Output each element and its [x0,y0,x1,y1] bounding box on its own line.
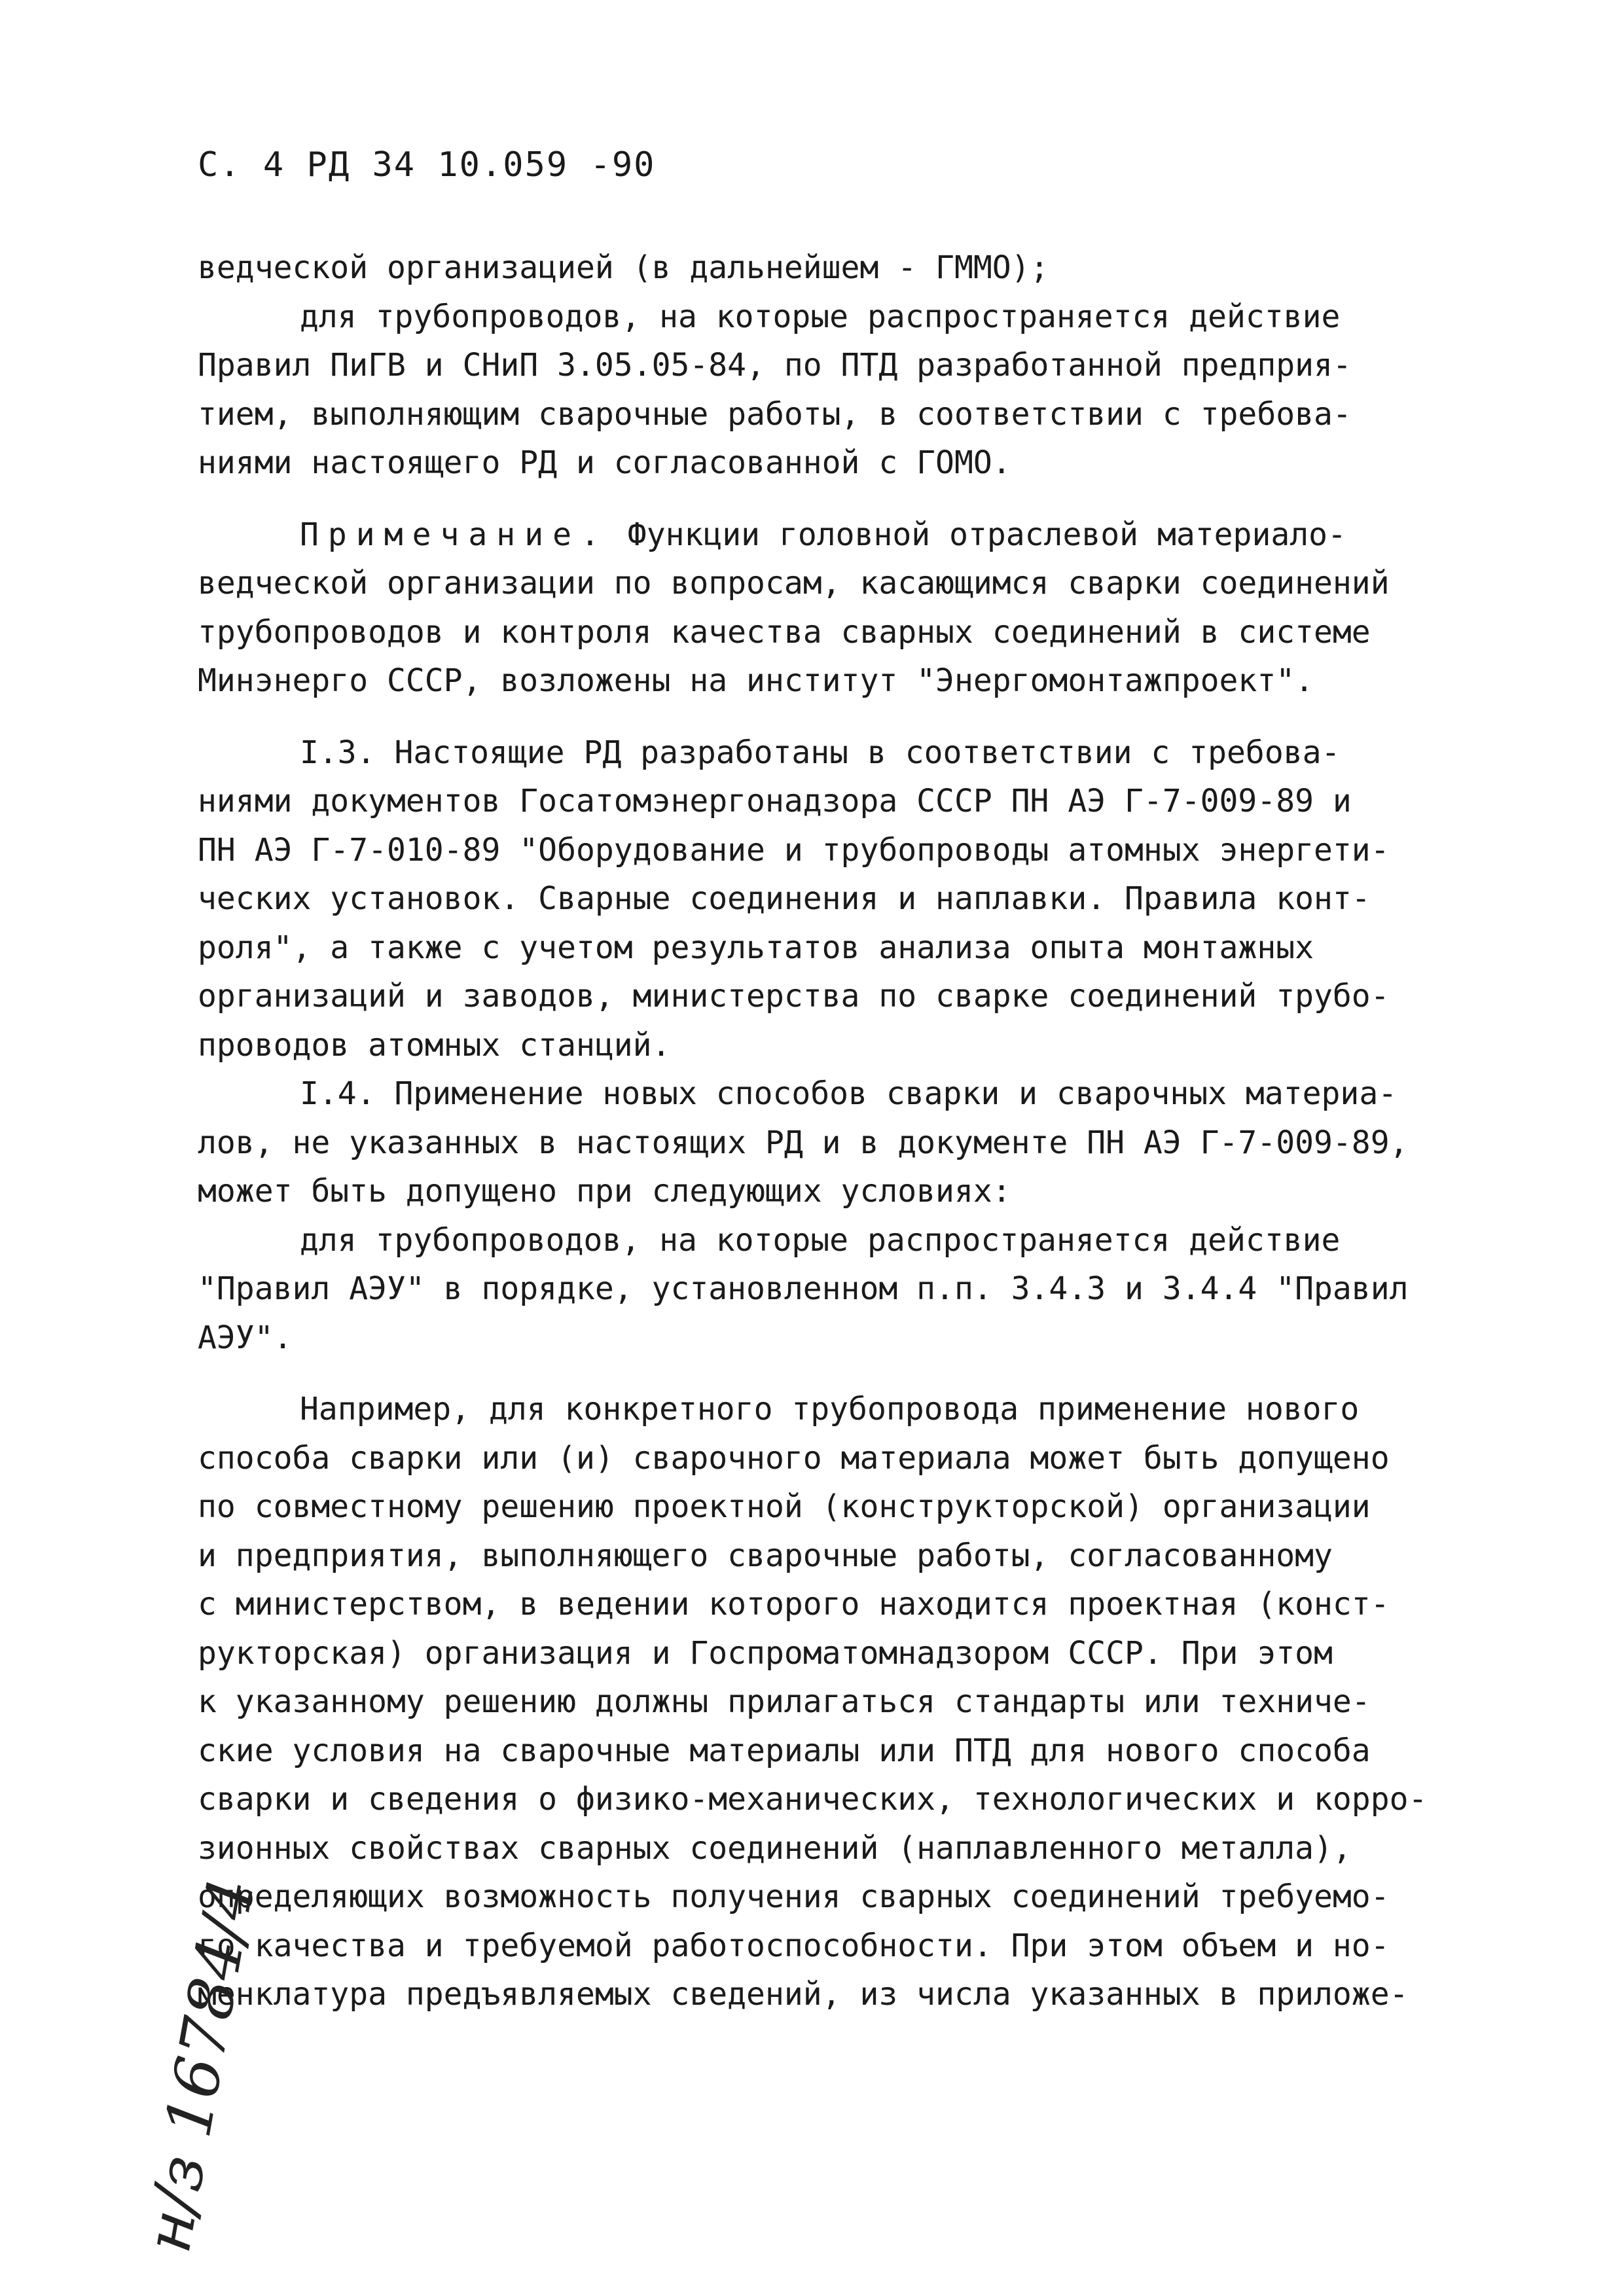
text-line: к указанному решению должны прилагаться стандарты или техниче- [198,1683,1371,1720]
text-line: тием, выполняющим сварочные работы, в соответствии с требова- [198,395,1352,433]
text-line: Например, для конкретного трубопровода применение нового [300,1391,1360,1427]
text-line: и предприятия, выполняющего сварочные работы, согласованному [198,1537,1333,1574]
text-line: трубопроводов и контроля качества сварных соединений в системе [198,613,1371,651]
text-line: определяющих возможность получения сварных соединений требуемо- [198,1878,1390,1915]
text-line: ниями документов Госатомэнергонадзора СССР ПН АЭ Г-7-009-89 и [198,783,1352,819]
text-line: сварки и сведения о физико-механических, технологических и корро- [198,1781,1428,1818]
text-line: для трубопроводов, на которые распространяется действие [300,1221,1341,1259]
note-text: Функции головной отраслевой материало- [608,516,1346,553]
text-line: по совместному решению проектной (конструкторской) организации [198,1488,1371,1525]
text-line: Минэнерго СССР, возложены на институт "Энергомонтажпроект". [198,662,1314,699]
text-line: АЭУ". [198,1319,293,1356]
text-line: может быть допущено при следующих условиях: [198,1173,1011,1210]
paragraph-gap [198,706,1513,728]
text-line: менклатура предъявляемых сведений, из числа указанных в приложе- [198,1976,1409,2013]
stamp-text: н/з 16784/4 [131,1873,269,2258]
text-line: роля", а также с учетом результатов анализа опыта монтажных [198,929,1314,966]
text-line: способа сварки или (и) сварочного материала может быть допущено [198,1439,1390,1477]
text-line: для трубопроводов, на которые распространяется действие [300,298,1341,335]
text-line: ческих установок. Сварные соединения и наплавки. Правила конт- [198,880,1371,917]
text-line: ведческой организации по вопросам, касающимся сварки соединений [198,565,1390,601]
text-line: ведческой организацией (в дальнейшем - ГММО); [198,249,1049,286]
text-line: с министерством, в ведении которого находится проектная (конст- [198,1586,1390,1623]
text-line: рукторская) организация и Госпроматомнадзором СССР. При этом [198,1634,1333,1672]
text-line: зионных свойствах сварных соединений (наплавленного металла), [198,1829,1352,1867]
note-first-line [198,511,1513,560]
text-line: "Правил АЭУ" в порядке, установленном п.п. 3.4.3 и 3.4.4 "Правил [198,1270,1409,1307]
text-line: лов, не указанных в настоящих РД и в документе ПН АЭ Г-7-009-89, [198,1124,1409,1161]
paragraph-gap [198,488,1513,511]
text-line: ниями настоящего РД и согласованной с ГОМО. [198,444,1011,481]
note-label: Примечание. [300,516,609,553]
text-line: проводов атомных станций. [198,1026,671,1064]
document-body [198,243,1513,2019]
text-line: I.4. Применение новых способов сварки и сварочных материа- [300,1075,1398,1112]
text-line: ПН АЭ Г-7-010-89 "Оборудование и трубопроводы атомных энергети- [198,831,1390,869]
text-line: организаций и заводов, министерства по сварке соединений трубо- [198,978,1390,1014]
text-line: го качества и требуемой работоспособности. При этом объем и но- [198,1927,1390,1964]
text-line: I.3. Настоящие РД разработаны в соответствии с требова- [300,734,1341,771]
handwritten-registration-stamp [105,1873,269,2258]
text-line: Правил ПиГВ и СНиП 3.05.05-84, по ПТД разработанной предприя- [198,347,1352,384]
text-line: ские условия на сварочные материалы или ПТД для нового способа [198,1732,1371,1769]
page-header: С. 4 РД 34 10.059 -90 [198,145,656,185]
paragraph-gap [198,1362,1513,1385]
